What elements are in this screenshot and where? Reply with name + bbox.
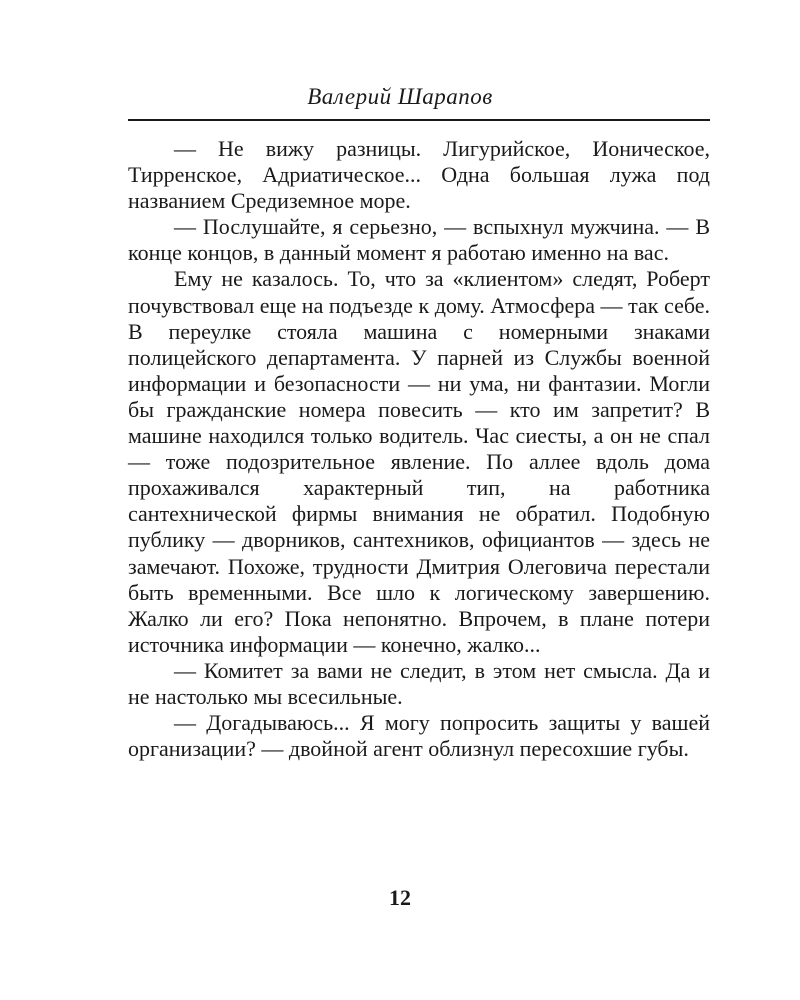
- paragraph: — Послушайте, я серьезно, — вспыхнул мужчина. — В конце концов, в данный момент я работаю именно на вас.: [128, 214, 710, 266]
- paragraph: — Не вижу разницы. Лигурийское, Ионическое, Тирренское, Адриатическое... Одна большая лужа под названием Средиземное море.: [128, 136, 710, 214]
- page-body: [128, 136, 710, 762]
- paragraph: Ему не казалось. То, что за «клиентом» следят, Роберт почувствовал еще на подъезде к дому. Атмосфера — так себе. В переулке стояла машина с номерными знаками полицейского департамента. У парней из Службы военной информации и безопасности — ни ума, ни фантазии. Могли бы гражданские номера повесить — кто им запретит? В машине находился только водитель. Час сиесты, а он не спал — тоже подозрительное явление. По аллее вдоль дома прохаживался характерный тип, на работника сантехнической фирмы внимания не обратил. Подобную публику — дворников, сантехников, официантов — здесь не замечают. Похоже, трудности Дмитрия Олеговича перестали быть временными. Все шло к логическому завершению. Жалко ли его? Пока непонятно. Впрочем, в плане потери источника информации — конечно, жалко...: [128, 266, 710, 657]
- header-rule: [128, 119, 710, 121]
- paragraph: — Догадываюсь... Я могу попросить защиты у вашей организации? — двойной агент облизнул пересохшие губы.: [128, 710, 710, 762]
- page-number: 12: [389, 885, 411, 910]
- paragraph: — Комитет за вами не следит, в этом нет смысла. Да и не настолько мы всесильные.: [128, 657, 710, 709]
- running-header-author: Валерий Шарапов: [307, 84, 493, 109]
